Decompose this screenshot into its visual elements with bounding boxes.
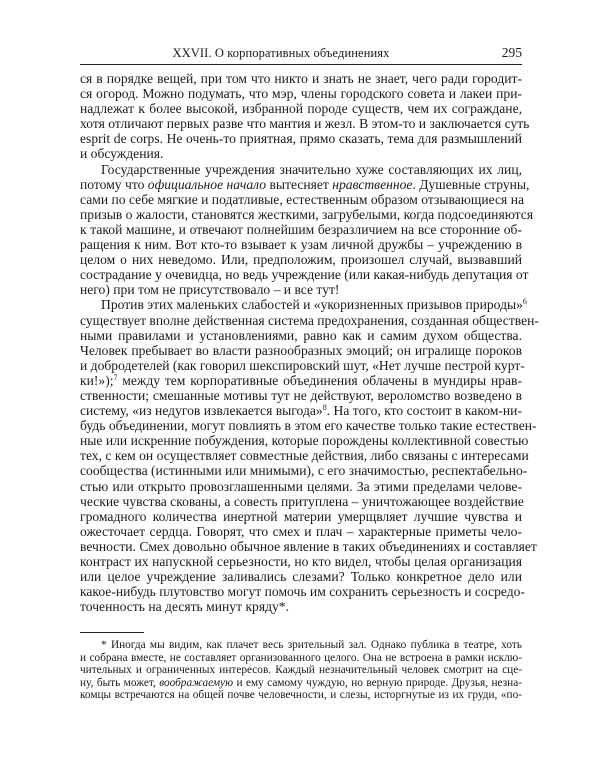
chapter-title: XXVII. О корпоративных объединениях [172,46,390,60]
text-span: ки!»); [80,372,114,388]
text-line: ными правилами и установлениями, равно как и самим духом общества. [80,327,522,343]
text-line: тех, с кем он осуществляет совместные действия, либо связаны с интересами [80,448,529,464]
text-line [80,297,527,313]
text-line: к такой машине, и отвечают полнейшим безразличием на все сторонние об- [80,221,522,237]
text-span: Против этих маленьких слабостей и «укоризненных призывов природы» [101,297,523,313]
text-span: . Душевные струны, [412,176,530,192]
footnote-ref: 6 [522,297,527,307]
text-line: ческие чувства скованы, а совесть притуплена – уничтожающее воздействие [80,493,524,509]
text-span: систему, «из недугов извлекается выгода» [80,403,323,419]
text-line: контраст их напускной серьезности, но кто видел, чтобы целая организация [80,554,522,569]
body-text [80,71,539,615]
text-span: между тем корпоративные объединения облачены в мундиры нрав- [117,372,522,388]
text-line: вечности. Смех довольно обычное явление в таких объединениях и составляет [80,538,537,554]
footnote-separator [80,632,144,633]
paragraph [80,297,539,615]
running-header [80,44,522,65]
text-line: и добродетелей (как говорил шекспировский шут, «Нет лучше пестрой курт- [80,357,525,373]
text-line [80,677,522,690]
text-line: хотя отличают первых разве что мантия и жезл. В этом-то и заключается суть [80,116,530,132]
footnote-paragraph [80,639,522,702]
text-line: ся в порядке вещей, при том что никто и знать не знает, чего ради городит- [80,71,522,86]
text-line: сообщества (истинными или мнимыми), с его значимостью, респектабельно- [80,463,528,479]
italic-text: воображаемую [159,676,234,689]
text-line: него) при том не присутствовало – и все тут! [80,282,340,298]
text-span: . На того, кто состоит в каком-ни- [326,403,522,419]
text-line: существует вполне действенная система предохранения, созданная обществен- [80,312,539,328]
text-line: стью или открыто провозглашенными целями. За этими пределами челове- [80,478,522,494]
text-line: надлежат к более высокой, избранной породе существ, чем их сограждане, [80,101,522,117]
text-line: будь объединении, могут повлиять в этом его качестве только такие естествен- [80,418,537,434]
text-line: целом о них неведомо. Или, предположим, произошел случай, вызвавший [80,252,522,268]
text-line: или целое учреждение заливались слезами? Только конкретное дело или [80,569,522,585]
text-line [80,373,522,388]
page-number: 295 [501,45,522,60]
text-line: Государственные учреждения значительно хуже составляющих их лиц, [101,161,522,177]
text-line: какое-нибудь плутовство могут помочь им сохранить серьезность и сосредо- [80,584,525,600]
text-line: ожесточает сердца. Говорят, что смех и плач – характерные приметы чело- [80,523,522,539]
text-line: чительных и ограниченных интересов. Каждый незначительный человек смотрит на сце- [80,664,522,677]
text-span: потому что [80,176,148,192]
text-line: точенность на десять минут кряду*. [80,599,290,615]
text-span: и ему самому чуждую, но верную природе. Друзья, незна- [233,676,522,689]
text-line: и обсуждения. [80,146,164,162]
text-line: esprit de corps. Не очень-то приятная, прямо сказать, тема для размышлений [80,131,522,147]
text-line: и собрана вместе, не составляет организованного целого. Она не встроена в рамки исклю- [80,651,522,664]
paragraph [80,161,534,298]
text-line: призыв о жалости, становятся жесткими, загрубелыми, когда подсоединяются [80,206,534,222]
text-span: вытесняет [266,176,333,192]
text-line: ные или искренние побуждения, которые порождены коллективной совестью [80,433,529,449]
text-line: комцы встречаются на общей почве человечности, и слезы, исторгнутые из их груди, «по- [80,689,522,702]
footnote-ref: 8 [322,403,327,413]
text-span: ну, быть может, [80,676,160,689]
paragraph [80,71,530,162]
text-line [80,403,522,418]
text-line: сострадание у очевидца, но ведь учреждение (или какая-нибудь депутация от [80,267,529,283]
text-line: сами по себе мягкие и податливые, естественным образом отзывающиеся на [80,191,525,207]
text-line: * Иногда мы видим, как плачет весь зрительный зал. Однако публика в театре, хоть [101,639,522,651]
footnote [80,639,522,702]
text-line: ращения к ним. Вот кто-то взывает к узам личной дружбы – учреждению в [80,237,522,253]
footnote-ref: 7 [113,372,118,382]
text-line: ся огород. Можно подумать, что мэр, члены городского совета и лакеи при- [80,86,522,102]
text-line: громадного количества инертной материи умерщвляет лучшие чувства и [80,508,522,524]
italic-text: официальное начало [147,176,267,192]
text-line: ственности; смешанные мотивы тут не действуют, вероломство возведено в [80,387,522,403]
text-line [80,176,530,192]
italic-text: нравственное [332,176,413,192]
text-line: Человек пребывает во власти разнообразных эмоций; он игралище пороков [80,342,522,358]
